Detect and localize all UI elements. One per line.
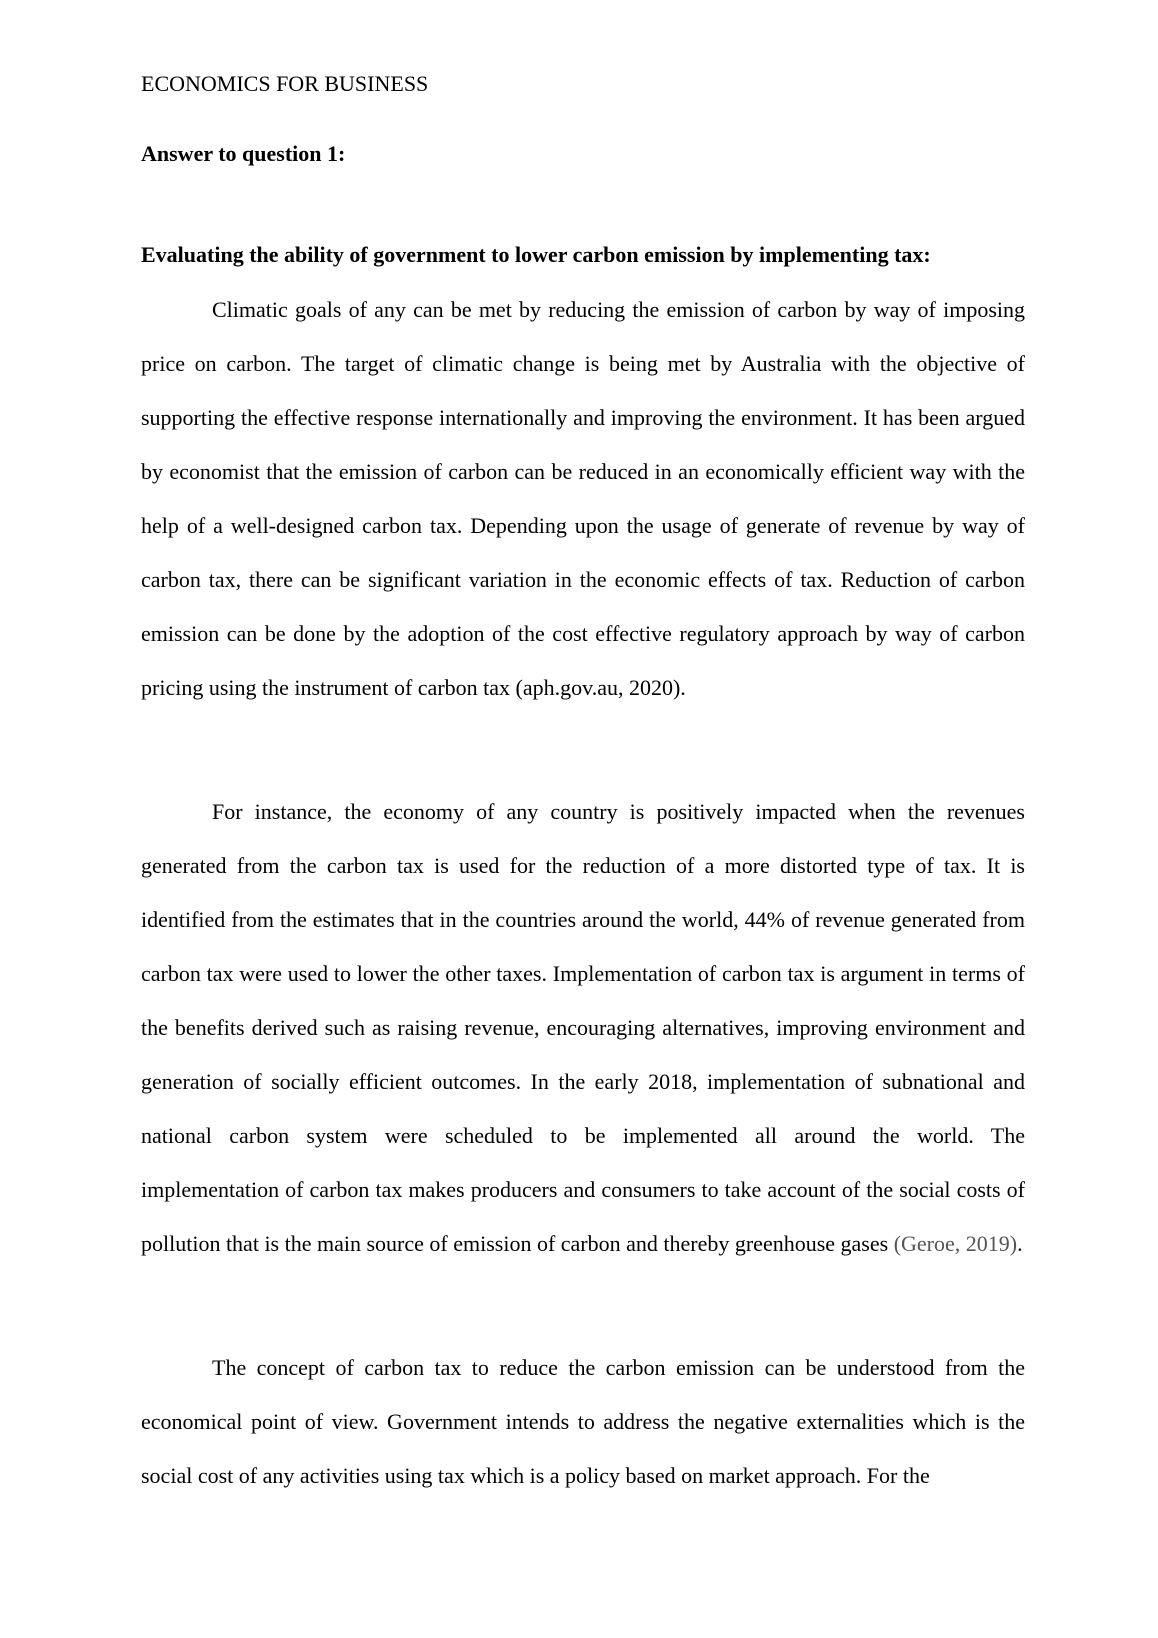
section-heading: Evaluating the ability of government to lower carbon emission by implementing tax: <box>141 242 931 267</box>
paragraph-2-text: For instance, the economy of any country is positively impacted when the revenues generated from the carbon tax is used for the reduction of a more distorted type of tax. It is identified from the estimates that in the countries around the world, 44% of revenue generated from carbon tax were used to lower the other taxes. Implementation of carbon tax is argument in terms of the benefits derived such as raising revenue, encouraging alternatives, improving environment and generation of socially efficient outcomes. In the early 2018, implementation of subnational and national carbon system were scheduled to be implemented all around the world. The implementation of carbon tax makes producers and consumers to take account of the social costs of pollution that is the main source of emission of carbon and thereby greenhouse gases <box>141 799 1025 1256</box>
running-head: ECONOMICS FOR BUSINESS <box>141 71 429 96</box>
answer-heading: Answer to question 1: <box>141 141 346 166</box>
body-paragraph-2 <box>141 785 1025 1271</box>
paragraph-1-text: Climatic goals of any can be met by reducing the emission of carbon by way of imposing price on carbon. The target of climatic change is being met by Australia with the objective of supporting the effective response internationally and improving the environment. It has been argued by economist that the emission of carbon can be reduced in an economically efficient way with the help of a well-designed carbon tax. Depending upon the usage of generate of revenue by way of carbon tax, there can be significant variation in the economic effects of tax. Reduction of carbon emission can be done by the adoption of the cost effective regulatory approach by way of carbon pricing using the instrument of carbon tax (aph.gov.au, 2020). <box>141 297 1025 700</box>
paragraph-2-end: . <box>1017 1231 1023 1256</box>
paragraph-3-text: The concept of carbon tax to reduce the carbon emission can be understood from the economical point of view. Government intends to address the negative externalities which is the social cost of any activities using tax which is a policy based on market approach. For the <box>141 1355 1025 1488</box>
body-paragraph-3 <box>141 1341 1025 1503</box>
paragraph-2-citation: (Geroe, 2019) <box>893 1231 1018 1256</box>
body-paragraph-1 <box>141 283 1025 715</box>
